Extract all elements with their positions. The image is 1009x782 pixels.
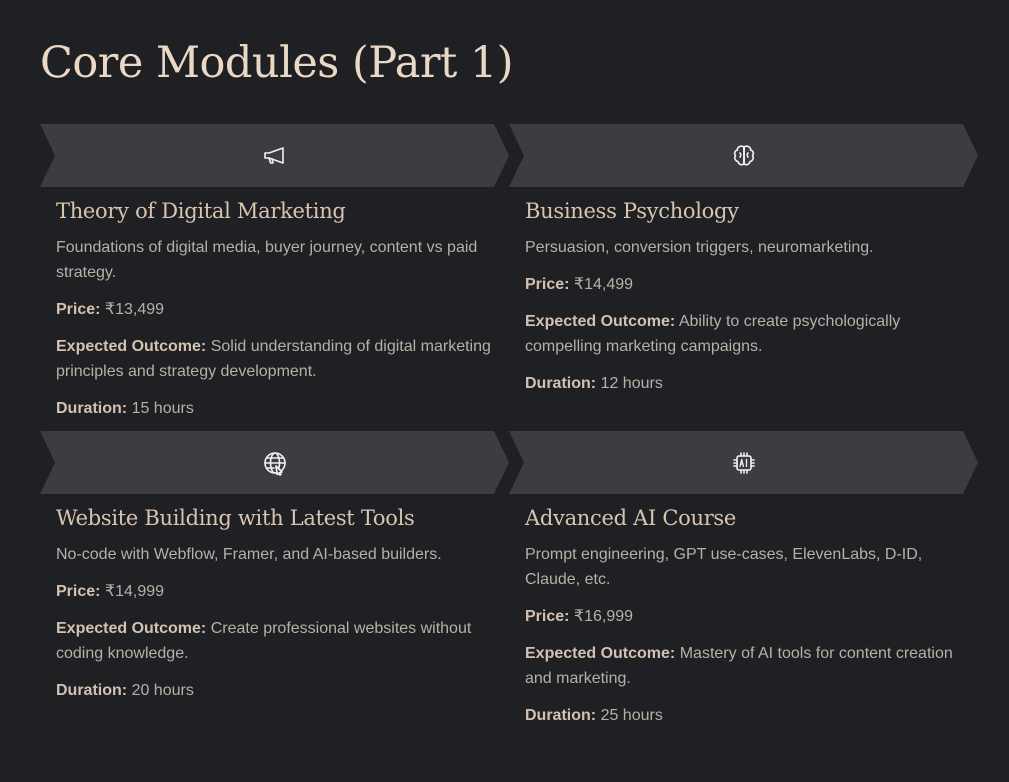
- megaphone-icon: [262, 143, 288, 169]
- module-title: Business Psychology: [525, 199, 739, 223]
- ai-chip-icon: [731, 450, 757, 476]
- price-value: ₹16,999: [573, 608, 634, 625]
- module-title: Theory of Digital Marketing: [56, 199, 346, 223]
- outcome-value: Mastery of AI tools for content creation and marketing.: [525, 645, 953, 687]
- module-description: No-code with Webflow, Framer, and AI-based builders.: [56, 546, 442, 563]
- module-duration: [525, 371, 966, 396]
- duration-value: 20 hours: [131, 682, 194, 699]
- module-title: Website Building with Latest Tools: [56, 506, 415, 530]
- price-value: ₹14,999: [104, 583, 165, 600]
- outcome-value: Solid understanding of digital marketing principles and strategy development.: [56, 338, 491, 380]
- duration-label: Duration:: [56, 400, 128, 417]
- module-banner: [509, 124, 978, 187]
- module-title: Advanced AI Course: [525, 506, 737, 530]
- module-banner: [40, 431, 509, 494]
- outcome-value: Create professional websites without coding knowledge.: [56, 620, 472, 662]
- module-price: [56, 297, 497, 322]
- module-outcome: [56, 334, 497, 384]
- price-label: Price:: [525, 276, 570, 293]
- price-label: Price:: [525, 608, 570, 625]
- module-card-advanced-ai: [509, 431, 978, 728]
- module-duration: [56, 678, 497, 703]
- duration-value: 12 hours: [600, 375, 663, 392]
- price-label: Price:: [56, 583, 101, 600]
- module-price: [525, 272, 966, 297]
- module-banner: [40, 124, 509, 187]
- module-card-digital-marketing: [40, 124, 509, 421]
- module-card-website-building: [40, 431, 509, 703]
- module-description: Prompt engineering, GPT use-cases, ElevenLabs, D-ID, Claude, etc.: [525, 546, 923, 588]
- brain-icon: [731, 143, 757, 169]
- outcome-label: Expected Outcome:: [525, 313, 676, 330]
- module-outcome: [525, 641, 966, 691]
- outcome-value: Ability to create psychologically compelling marketing campaigns.: [525, 313, 901, 355]
- price-label: Price:: [56, 301, 101, 318]
- module-banner: [509, 431, 978, 494]
- duration-label: Duration:: [525, 375, 597, 392]
- outcome-label: Expected Outcome:: [56, 620, 207, 637]
- duration-label: Duration:: [525, 707, 597, 724]
- module-outcome: [525, 309, 966, 359]
- page-title: Core Modules (Part 1): [40, 38, 514, 88]
- outcome-label: Expected Outcome:: [56, 338, 207, 355]
- duration-label: Duration:: [56, 682, 128, 699]
- module-price: [525, 604, 966, 629]
- module-duration: [525, 703, 966, 728]
- duration-value: 15 hours: [131, 400, 194, 417]
- module-price: [56, 579, 497, 604]
- module-description: Persuasion, conversion triggers, neuromarketing.: [525, 239, 874, 256]
- duration-value: 25 hours: [600, 707, 663, 724]
- price-value: ₹14,499: [573, 276, 634, 293]
- module-duration: [56, 396, 497, 421]
- module-card-business-psychology: [509, 124, 978, 396]
- globe-icon: [262, 450, 288, 476]
- price-value: ₹13,499: [104, 301, 165, 318]
- module-outcome: [56, 616, 497, 666]
- module-description: Foundations of digital media, buyer journey, content vs paid strategy.: [56, 239, 478, 281]
- outcome-label: Expected Outcome:: [525, 645, 676, 662]
